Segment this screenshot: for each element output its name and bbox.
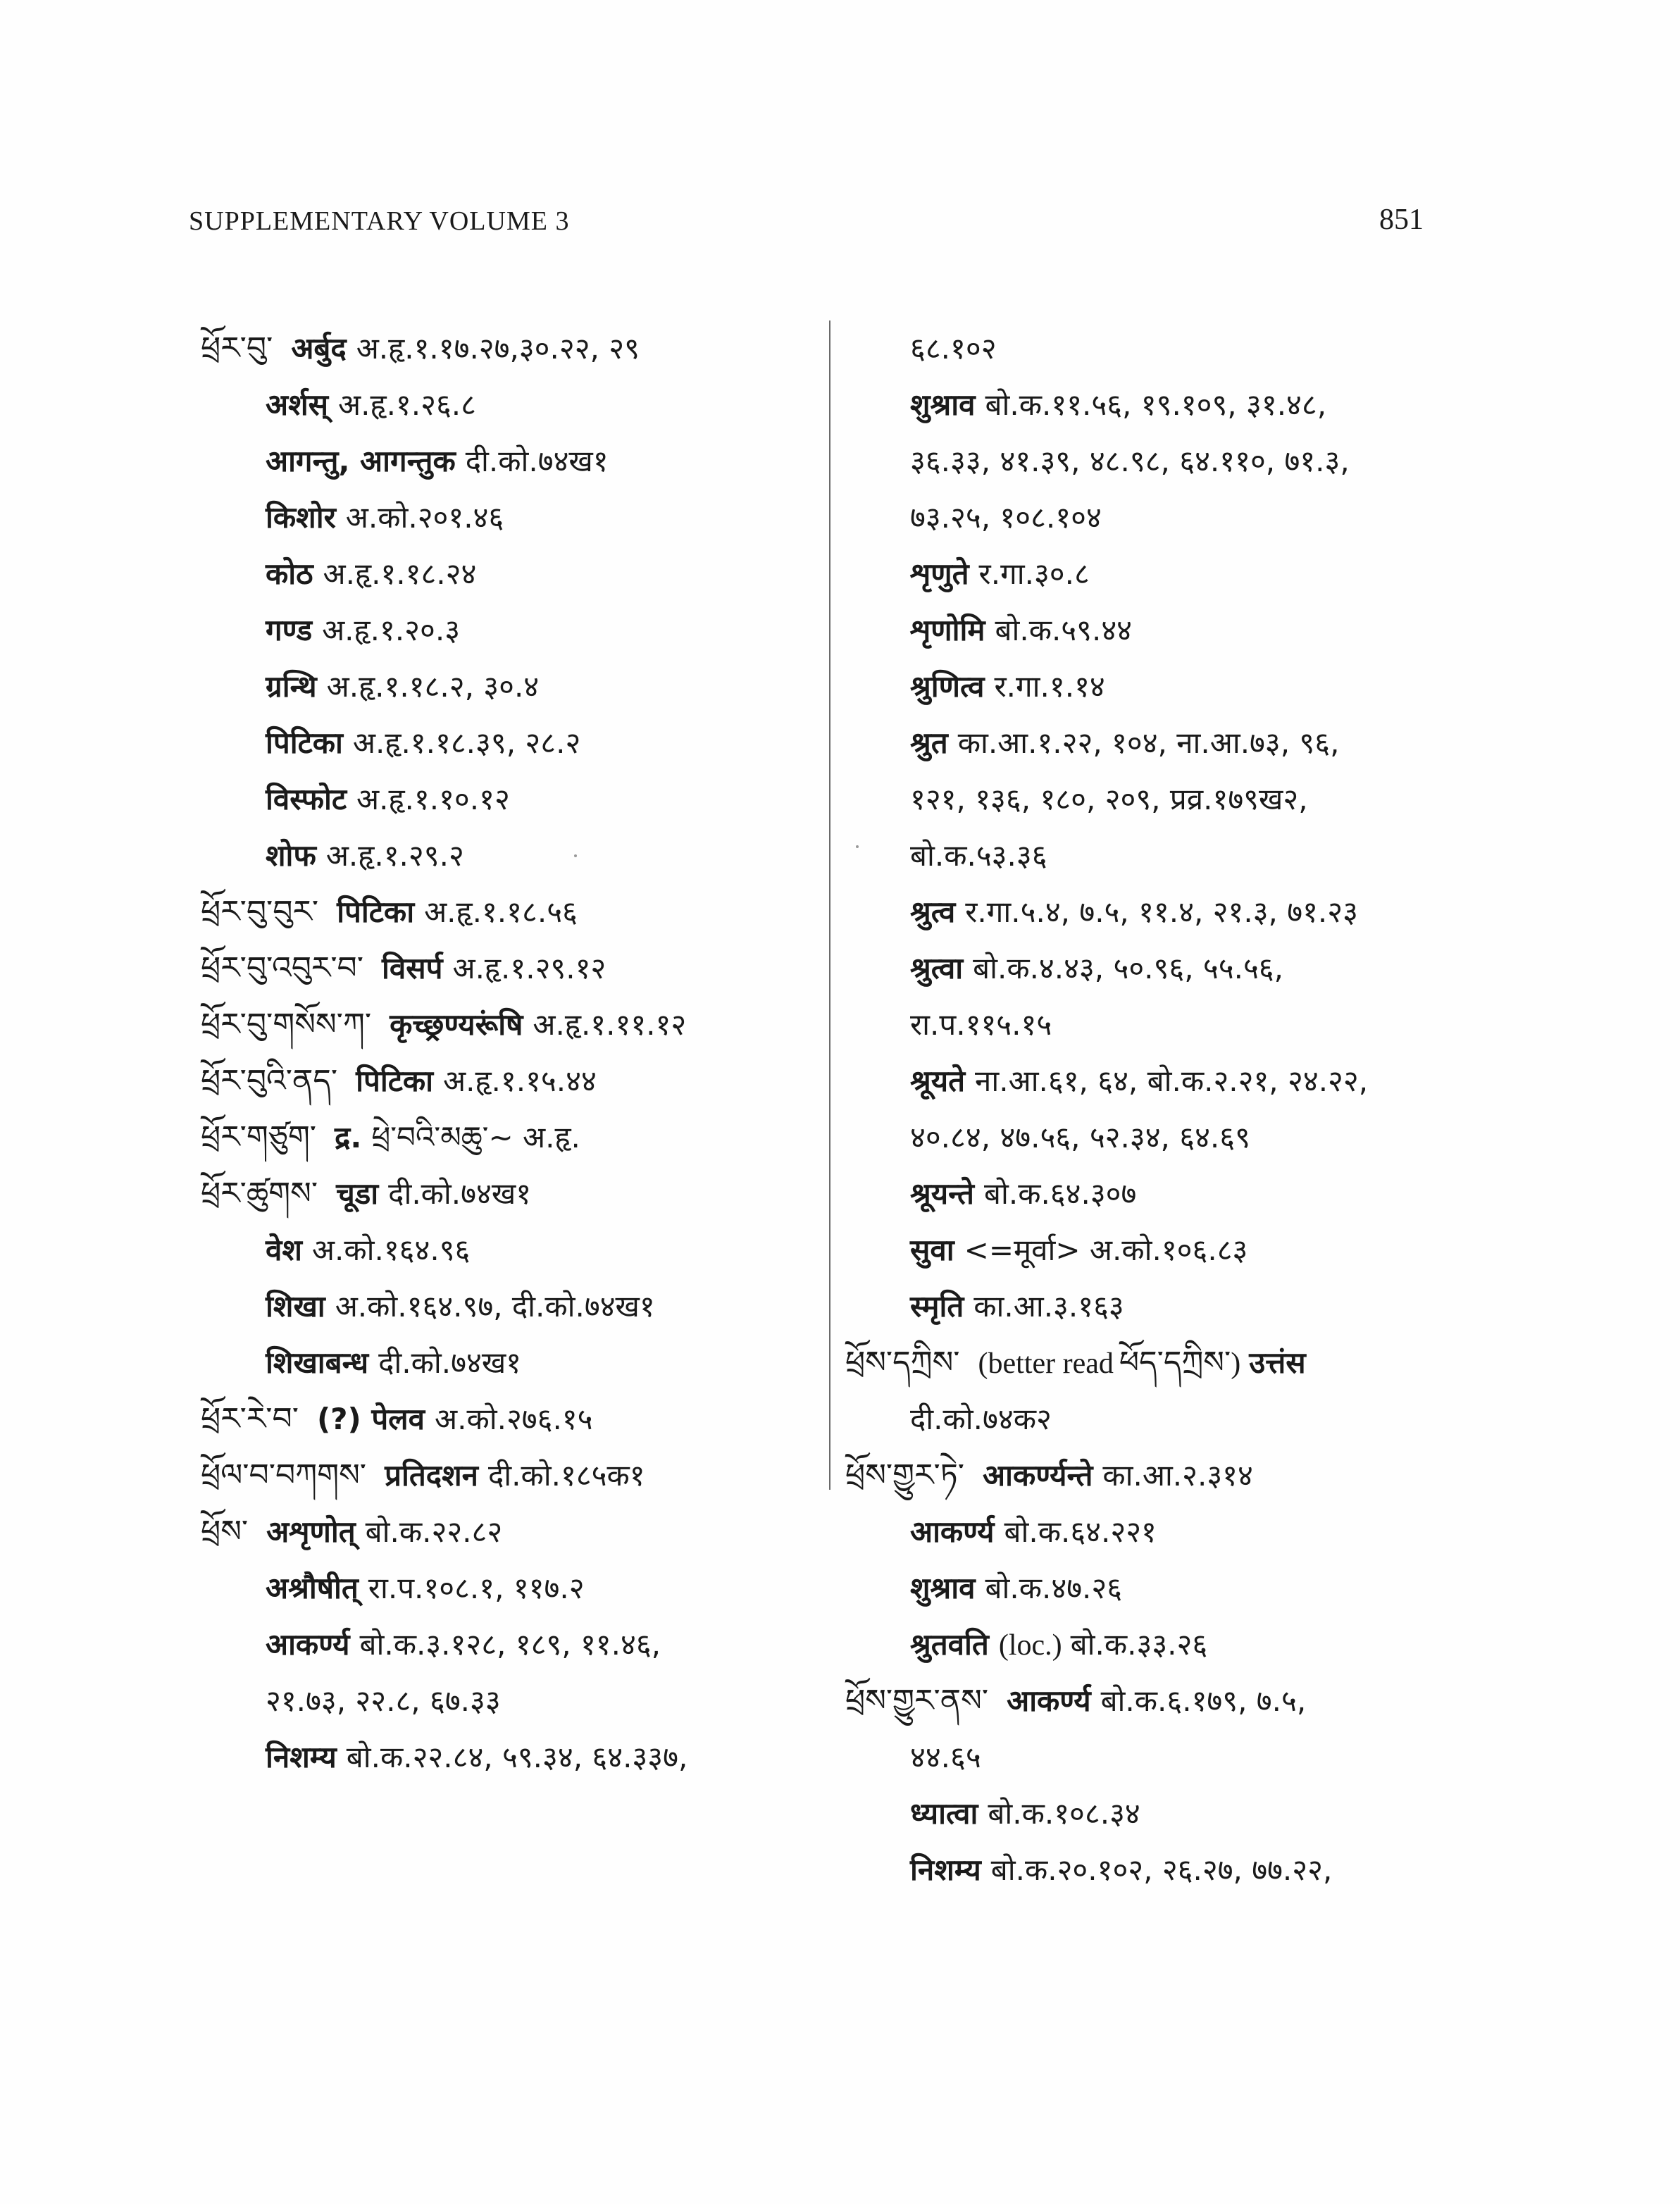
source-reference: अ.हृ.१.११.१२: [533, 1007, 687, 1042]
source-reference: २१.७३, २२.८, ६७.३३: [266, 1683, 501, 1718]
source-reference: बो.क.५९.४४: [995, 613, 1133, 647]
entry-sub-line: [201, 1278, 828, 1335]
sanskrit-equivalent: श्रूयते: [910, 1064, 966, 1098]
entry-sub-line: [845, 828, 1479, 884]
tibetan-variant: ཕོད་དཀྲིས་: [1119, 1345, 1231, 1381]
entry-sub-line: [845, 940, 1479, 997]
entry-headword-line: [201, 1166, 828, 1222]
source-reference: ३६.३३, ४१.३९, ४८.९८, ६४.११०, ७१.३,: [910, 444, 1350, 478]
sanskrit-equivalent: श्रुत्व: [910, 895, 956, 929]
grammatical-note: (loc.): [998, 1629, 1062, 1662]
sanskrit-equivalent: श्रुत: [910, 726, 948, 760]
running-head: SUPPLEMENTARY VOLUME 3: [189, 206, 570, 236]
sanskrit-equivalent: श्रुणित्व: [910, 669, 985, 704]
source-reference: अ.हृ.१.१८.२, ३०.४: [326, 669, 540, 704]
entry-sub-line: [201, 490, 828, 546]
source-reference: ६८.१०२: [910, 331, 997, 366]
sanskrit-equivalent: अश्रौषीत्: [266, 1571, 359, 1605]
source-reference: अ.हृ.१.१०.१२: [356, 782, 510, 816]
source-reference: बो.क.१०८.३४: [988, 1796, 1140, 1831]
source-reference: अ.हृ.१.१८.३९, २८.२: [352, 726, 581, 760]
entry-headword-line: [201, 1109, 828, 1166]
entry-sub-line: [845, 771, 1479, 828]
sanskrit-equivalent: आकर्ण्य: [266, 1627, 350, 1662]
entry-sub-line: [201, 1617, 828, 1673]
source-reference: बो.क.६.१७९, ७.५,: [1100, 1683, 1307, 1718]
sanskrit-equivalent: विसर्प: [382, 951, 443, 985]
tibetan-headword: ཕྲོས་གྱུར་ཏེ་: [845, 1457, 965, 1493]
source-reference: दी.को.१८५क१: [487, 1458, 645, 1493]
source-reference: रा.प.११५.१५: [910, 1007, 1052, 1042]
sanskrit-equivalent: कोठ: [266, 556, 313, 591]
sanskrit-equivalent: शोफ: [266, 838, 316, 873]
source-reference: अ.को.१६४.९७, दी.को.७४ख१: [335, 1289, 655, 1324]
editorial-note-close: ): [1231, 1347, 1241, 1380]
entry-headword-line: [201, 1391, 828, 1447]
sanskrit-equivalent: निशम्य: [910, 1853, 981, 1887]
source-reference: बो.क.३३.२६: [1070, 1627, 1208, 1662]
source-reference: अ.हृ.१.२९.२: [325, 838, 464, 873]
editorial-note: (better read: [978, 1347, 1114, 1380]
sanskrit-equivalent: सुवा: [910, 1233, 954, 1267]
sanskrit-equivalent: शिखा: [266, 1289, 325, 1324]
entry-sub-line: [201, 377, 828, 433]
source-reference: बो.क.४.४३, ५०.९६, ५५.५६,: [973, 951, 1283, 985]
source-reference: ४४.६५: [910, 1740, 981, 1774]
sanskrit-equivalent: आगन्तु, आगन्तुक: [266, 444, 456, 478]
entry-headword-line: [845, 1335, 1479, 1391]
entry-headword-line: [201, 1504, 828, 1560]
entry-headword-line: [201, 940, 828, 997]
sanskrit-equivalent: द्र.: [335, 1120, 362, 1154]
source-reference: बो.क.२०.१०२, २६.२७, ७७.२२,: [990, 1853, 1333, 1887]
entry-sub-line: [845, 377, 1479, 433]
tibetan-headword: ཕྲོལ་བ་བཀགས་: [201, 1457, 367, 1493]
source-reference: अ.हृ.१.२६.८: [338, 387, 476, 422]
entry-sub-line: [201, 1222, 828, 1278]
source-reference: ४०.८४, ४७.५६, ५२.३४, ६४.६९: [910, 1120, 1250, 1154]
source-reference: बो.क.११.५६, १९.१०९, ३१.४८,: [985, 387, 1327, 422]
entry-sub-line: [201, 1673, 828, 1729]
entry-headword-line: [845, 1673, 1479, 1729]
sanskrit-equivalent: आकर्ण्य: [1007, 1683, 1091, 1718]
source-reference: का.आ.१.२२, १०४, ना.आ.७३, ९६,: [957, 726, 1340, 760]
source-reference: अ.हृ.१.१५.४४: [443, 1064, 597, 1098]
source-reference: अ.को.१६४.९६: [311, 1233, 471, 1267]
entry-headword-line: [201, 320, 828, 377]
source-reference: दी.को.७४क२: [910, 1402, 1052, 1436]
entry-sub-line: [845, 1842, 1479, 1898]
tibetan-headword: ཕྲོར་ཚུགས་: [201, 1176, 318, 1212]
entry-sub-line: [845, 320, 1479, 377]
sanskrit-equivalent: कृच्छ्रण्यरूंषि: [390, 1007, 523, 1042]
source-reference: बो.क.२२.८२: [365, 1514, 503, 1549]
sanskrit-equivalent: श्रुत्वा: [910, 951, 964, 985]
sanskrit-equivalent: श्रूयन्ते: [910, 1176, 974, 1211]
tibetan-headword: ཕྲོར་བུ་འབུར་བ་: [201, 950, 363, 986]
sanskrit-equivalent: पिटिका: [266, 726, 343, 760]
source-reference: अ.हृ.१.१८.५६: [424, 895, 578, 929]
entry-headword-line: [201, 1447, 828, 1504]
sanskrit-equivalent: अर्शस्: [266, 387, 329, 422]
page-number: 851: [1379, 204, 1424, 236]
sanskrit-equivalent: पिटिका: [356, 1064, 434, 1098]
column-divider: [829, 320, 830, 1490]
entry-sub-line: [201, 433, 828, 490]
source-reference: बो.क.४७.२६: [985, 1571, 1123, 1605]
sanskrit-equivalent: ध्यात्वा: [910, 1796, 978, 1831]
sanskrit-equivalent: शृणोमि: [910, 613, 985, 647]
sanskrit-equivalent: अशृणोत्: [266, 1514, 356, 1549]
tibetan-headword: ཕྲོས་: [201, 1514, 249, 1550]
tibetan-headword: ཕྲོས་གྱུར་ནས་: [845, 1683, 989, 1719]
entry-sub-line: [845, 546, 1479, 602]
entry-sub-line: [201, 602, 828, 659]
entry-sub-line: [845, 433, 1479, 490]
sanskrit-equivalent: आकर्ण्य: [910, 1514, 995, 1549]
sanskrit-equivalent: अर्बुद: [291, 331, 347, 366]
source-reference: <=मूर्वा> अ.को.१०६.८३: [964, 1233, 1248, 1267]
entry-sub-line: [845, 1504, 1479, 1560]
scan-speck: [574, 854, 577, 857]
source-reference: का.आ.२.३१४: [1102, 1458, 1253, 1493]
entry-sub-line: [845, 997, 1479, 1053]
sanskrit-equivalent: श्रुतवति: [910, 1627, 989, 1662]
entry-sub-line: [845, 1166, 1479, 1222]
source-reference: का.आ.३.१६३: [973, 1289, 1124, 1324]
source-reference: दी.को.७४ख१: [465, 444, 609, 478]
sanskrit-equivalent: प्रतिदशन: [385, 1458, 478, 1493]
source-reference: बो.क.५३.३६: [910, 838, 1047, 873]
entry-sub-line: [201, 659, 828, 715]
sanskrit-equivalent: किशोर: [266, 500, 336, 535]
sanskrit-equivalent: विस्फोट: [266, 782, 347, 816]
source-reference: अ.को.२७६.१५: [435, 1402, 593, 1436]
entry-sub-line: [201, 1729, 828, 1786]
tibetan-headword: ཕྲོར་བུ་གསོས་ཀ་: [201, 1007, 372, 1042]
entry-sub-line: [845, 1278, 1479, 1335]
source-reference: अ.हृ.१.१७.२७,३०.२२, २९: [356, 331, 640, 366]
sanskrit-equivalent: स्मृति: [910, 1289, 964, 1324]
source-reference: ७३.२५, १०८.१०४: [910, 500, 1102, 535]
entry-sub-line: [201, 1335, 828, 1391]
entry-sub-line: [845, 490, 1479, 546]
entry-sub-line: [845, 1109, 1479, 1166]
entry-sub-line: [845, 1560, 1479, 1617]
tibetan-headword: ཕྲོར་བུ་: [201, 330, 273, 366]
source-reference: अ.हृ.१.१८.२४: [323, 556, 477, 591]
tibetan-headword: ཕྲོར་རེ་བ་: [201, 1401, 299, 1437]
tibetan-headword: ཕྲོས་དཀྲིས་: [845, 1345, 960, 1381]
entry-sub-line: [845, 1391, 1479, 1447]
source-reference: र.गा.५.४, ७.५, ११.४, २१.३, ७१.२३: [965, 895, 1358, 929]
entry-sub-line: [845, 715, 1479, 771]
source-reference: दी.को.७४ख१: [378, 1345, 522, 1380]
sanskrit-equivalent: आकर्ण्यन्ते: [983, 1458, 1093, 1493]
sanskrit-equivalent: उत्तंस: [1249, 1345, 1306, 1380]
entry-headword-line: [201, 1053, 828, 1109]
source-reference: दी.को.७४ख१: [388, 1176, 532, 1211]
source-reference: ना.आ.६१, ६४, बो.क.२.२१, २४.२२,: [975, 1064, 1369, 1098]
source-reference: र.गा.३०.८: [978, 556, 1090, 591]
sanskrit-equivalent: पिटिका: [337, 895, 415, 929]
sanskrit-equivalent: शुश्राव: [910, 1571, 976, 1605]
sanskrit-equivalent: चूडा: [336, 1176, 379, 1211]
entry-sub-line: [845, 1786, 1479, 1842]
sanskrit-equivalent: (?) पेलव: [316, 1402, 425, 1436]
source-reference: अ.हृ.१.२९.१२: [452, 951, 606, 985]
sanskrit-equivalent: गण्ड: [266, 613, 313, 647]
sanskrit-equivalent: शुश्राव: [910, 387, 976, 422]
sanskrit-equivalent: शृणुते: [910, 556, 969, 591]
source-reference: बो.क.६४.३०७: [983, 1176, 1137, 1211]
source-reference: रा.प.१०८.१, ११७.२: [368, 1571, 585, 1605]
entry-sub-line: [845, 1729, 1479, 1786]
entry-headword-line: [845, 1447, 1479, 1504]
source-reference: ཕྲེ་བའི་མཆུ་~ अ.हृ.: [371, 1120, 580, 1154]
entry-headword-line: [201, 884, 828, 940]
entry-sub-line: [201, 546, 828, 602]
entry-sub-line: [845, 1053, 1479, 1109]
sanskrit-equivalent: शिखाबन्ध: [266, 1345, 369, 1380]
source-reference: र.गा.१.१४: [994, 669, 1105, 704]
right-column: [845, 320, 1479, 1898]
entry-headword-line: [201, 997, 828, 1053]
source-reference: १२१, १३६, १८०, २०९, प्रव्र.१७९ख२,: [910, 782, 1308, 816]
source-reference: अ.हृ.१.२०.३: [322, 613, 461, 647]
source-reference: बो.क.३.१२८, १८९, ११.४६,: [359, 1627, 661, 1662]
entry-sub-line: [201, 1560, 828, 1617]
entry-sub-line: [845, 659, 1479, 715]
left-column: [201, 320, 828, 1786]
entry-sub-line: [201, 828, 828, 884]
entry-sub-line: [201, 715, 828, 771]
tibetan-headword: ཕྲོར་བུའི་ནད་: [201, 1063, 338, 1099]
entry-sub-line: [845, 602, 1479, 659]
sanskrit-equivalent: निशम्य: [266, 1740, 337, 1774]
tibetan-headword: ཕྲོར་གཙུག་: [201, 1119, 317, 1155]
source-reference: अ.को.२०१.४६: [345, 500, 504, 535]
entry-sub-line: [845, 1222, 1479, 1278]
entry-sub-line: [845, 884, 1479, 940]
tibetan-headword: ཕྲོར་བུ་བུར་: [201, 894, 319, 930]
source-reference: बो.क.२२.८४, ५९.३४, ६४.३३७,: [346, 1740, 688, 1774]
sanskrit-equivalent: वेश: [266, 1233, 302, 1267]
entry-sub-line: [201, 771, 828, 828]
entry-sub-line: [845, 1617, 1479, 1673]
scan-speck: [856, 845, 859, 848]
sanskrit-equivalent: ग्रन्थि: [266, 669, 317, 704]
source-reference: बो.क.६४.२२१: [1004, 1514, 1157, 1549]
